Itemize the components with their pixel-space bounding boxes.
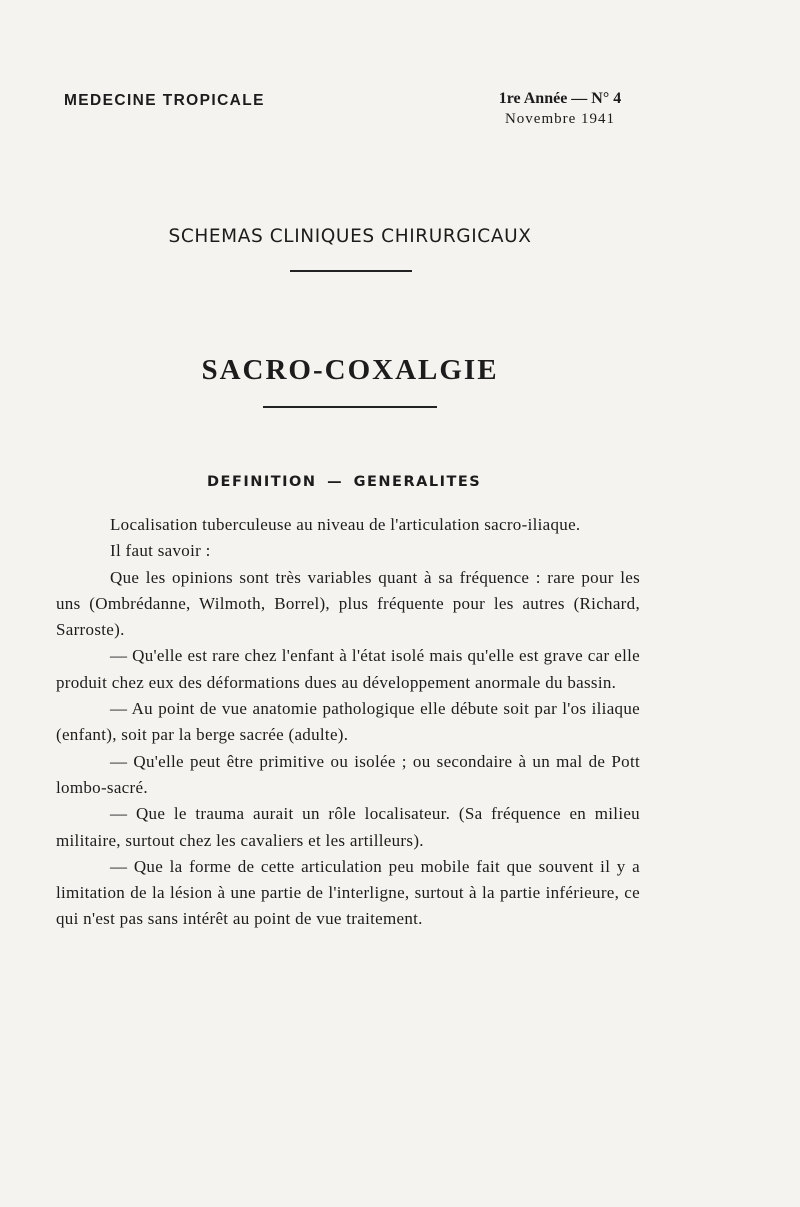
paragraph: — Qu'elle peut être primitive ou isolée ; ou secondaire à un mal de Pott lombo-sacré. (56, 751, 640, 797)
paragraph: — Que le trauma aurait un rôle localisateur. (Sa fréquence en milieu militaire, surtout chez les cavaliers et les artilleurs). (56, 804, 640, 850)
issue-info (470, 88, 650, 130)
series-title: SCHEMAS CLINIQUES CHIRURGICAUX (168, 226, 532, 247)
issue-date: Novembre 1941 (504, 111, 616, 127)
title-divider (290, 270, 412, 272)
journal-name: MEDECINE TROPICALE (64, 92, 265, 109)
paragraph: — Que la forme de cette articulation peu mobile fait que souvent il y a limitation de la lésion à une partie de l'interligne, surtout à la partie inférieure, ce qui n'est pas sans intérêt au point de vue traitement. (56, 856, 640, 929)
article-title: SACRO-COXALGIE (201, 354, 499, 386)
paragraph: Localisation tuberculeuse au niveau de l'articulation sacro-iliaque. (110, 515, 581, 534)
article-body (56, 512, 640, 933)
section-heading: DEFINITION — GENERALITES (207, 474, 482, 490)
paragraph: — Au point de vue anatomie pathologique elle débute soit par l'os iliaque (enfant), soit par la berge sacrée (adulte). (56, 699, 640, 745)
paragraph: — Qu'elle est rare chez l'enfant à l'état isolé mais qu'elle est grave car elle produit chez eux des déformations dues au développement anormale du bassin. (56, 646, 640, 692)
title-divider (263, 406, 437, 408)
paragraph: Que les opinions sont très variables quant à sa fréquence : rare pour les uns (Ombrédanne, Wilmoth, Borrel), plus fréquente pour les autres (Richard, Sarroste). (56, 567, 640, 640)
paragraph: Il faut savoir : (110, 541, 211, 561)
issue-number: 1re Année — N° 4 (498, 90, 622, 107)
